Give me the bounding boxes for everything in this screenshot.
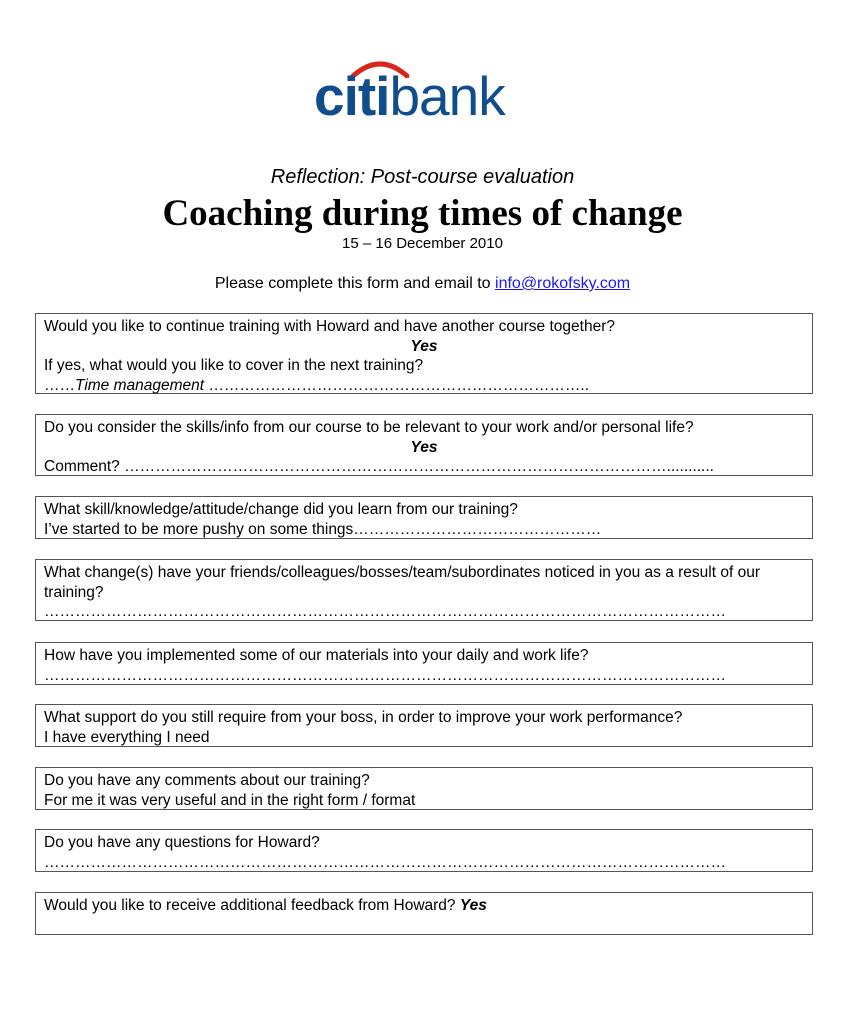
question-text — [44, 896, 804, 916]
response-text: …………………………………………………………………………………………………………………… — [44, 853, 726, 871]
response-text — [44, 376, 804, 396]
question-box-continue-training — [35, 313, 813, 394]
question-text: Would you like to continue training with Howard and have another course together? — [44, 318, 615, 335]
logo-citi: citi — [314, 65, 390, 127]
question-box-implemented — [35, 642, 813, 685]
question-text: What support do you still require from your boss, in order to improve your work performance? — [44, 709, 683, 726]
followup-question: If yes, what would you like to cover in the next training? — [44, 357, 424, 374]
instructions-text: Please complete this form and email to — [214, 275, 496, 292]
question-box-feedback — [35, 892, 813, 935]
question-box-comments — [35, 767, 813, 810]
response-text: For me it was very useful and in the right form / format — [44, 791, 416, 809]
question-text: What change(s) have your friends/colleagues/bosses/team/subordinates noticed in you as a result of our training? — [44, 564, 760, 601]
response-text: …………………………………………………………………………………………………………………… — [44, 666, 726, 684]
response-text: I’ve started to be more pushy on some things………………………………………… — [44, 520, 602, 538]
response-text: …………………………………………………………………………………………………………………… — [44, 603, 726, 620]
response-text: Comment? ……………………………………………………………………………………………........... — [44, 458, 714, 475]
question-text: What skill/knowledge/attitude/change did you learn from our training? — [44, 501, 518, 518]
question-box-learned — [35, 496, 813, 539]
question-text: Do you have any questions for Howard? — [44, 834, 320, 851]
answer-text: Yes — [410, 337, 438, 355]
form-subtitle: Reflection: Post-course evaluation — [270, 166, 575, 188]
question-box-relevance — [35, 414, 813, 476]
response-text: I have everything I need — [44, 728, 210, 746]
question-text: Do you consider the skills/info from our course to be relevant to your work and/or personal life? — [44, 419, 694, 436]
answer-text: Yes — [459, 897, 487, 914]
page-title: Coaching during times of change — [162, 193, 683, 234]
question-box-boss-support — [35, 704, 813, 747]
instructions — [0, 274, 845, 294]
question-box-questions — [35, 829, 813, 872]
citibank-logo — [314, 58, 536, 127]
answer-text: Yes — [410, 438, 438, 456]
question-label: Would you like to receive additional feedback from Howard? — [44, 897, 460, 914]
question-box-noticed-change — [35, 559, 813, 621]
logo-bank: bank — [389, 65, 505, 127]
question-text: Do you have any comments about our training? — [44, 772, 370, 789]
response-suffix: ……………………………………………………………….. — [204, 376, 590, 394]
email-link[interactable]: info@rokofsky.com — [495, 275, 631, 292]
question-text: How have you implemented some of our materials into your daily and work life? — [44, 647, 589, 664]
response-answer: Time management — [75, 376, 205, 394]
logo-wordmark — [314, 66, 505, 126]
course-date: 15 – 16 December 2010 — [342, 235, 503, 252]
response-prefix: …… — [44, 376, 75, 394]
